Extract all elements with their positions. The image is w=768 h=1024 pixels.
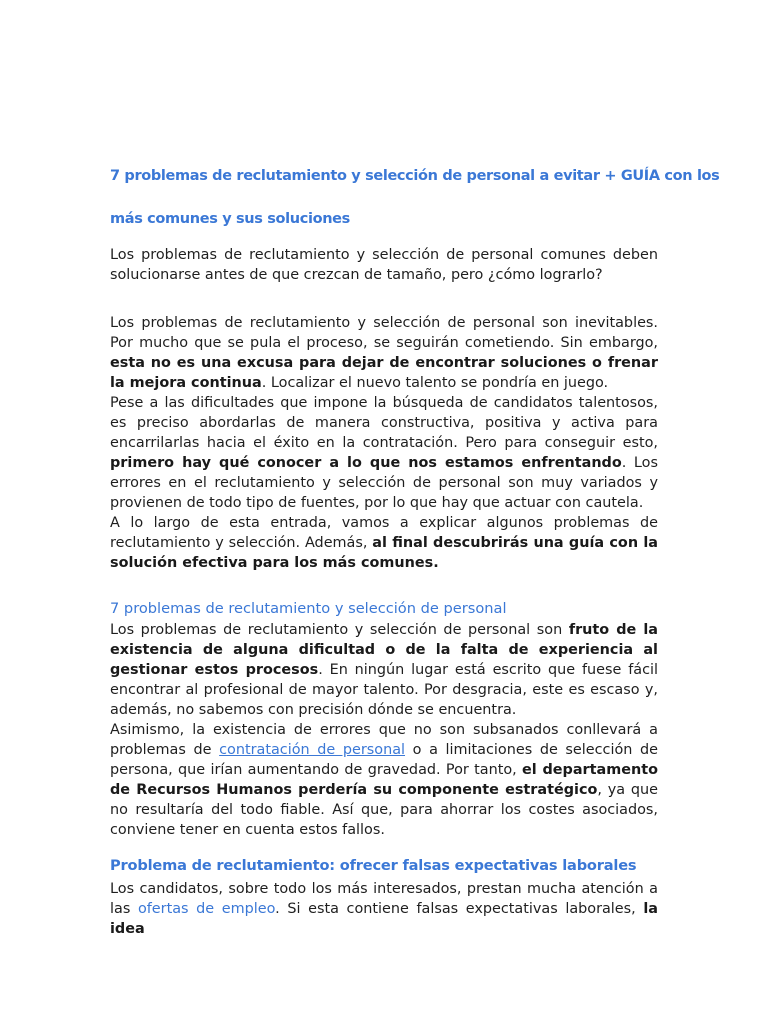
section-paragraph (110, 620, 658, 840)
problem-heading: Problema de reclutamiento: ofrecer falsas expectativas laborales (110, 857, 637, 874)
main-bold-3: al final descubrirás una guía con la solución efectiva para los más comunes. (110, 535, 658, 571)
main-paragraph (110, 313, 658, 573)
problem-bold-1: la idea (110, 901, 658, 937)
section-text-1: Los problemas de reclutamiento y selección de personal son (110, 622, 569, 638)
section-text-3: Asimismo, la existencia de errores que no son subsanados conllevará a problemas de (110, 722, 658, 758)
main-bold-2: primero hay qué conocer a lo que nos estamos enfrentando (110, 455, 622, 471)
problem-paragraph (110, 879, 658, 939)
intro-paragraph (110, 245, 658, 285)
main-text-3: Pese a las dificultades que impone la búsqueda de candidatos talentosos, es preciso abordarlas de manera constructiva, positiva y activa para encarrilarlas hacia el éxito en la contratación. Pero para conseguir esto, (110, 395, 658, 451)
main-text-1: Los problemas de reclutamiento y selección de personal son inevitables. Por mucho que se pula el proceso, se seguirán cometiendo. Sin embargo, (110, 315, 658, 351)
problem-text-1: Los candidatos, sobre todo los más interesados, prestan mucha atención a las (110, 881, 658, 917)
ofertas-de-empleo-link[interactable]: ofertas de empleo (137, 901, 276, 917)
main-text-5: A lo largo de esta entrada, vamos a explicar algunos problemas de reclutamiento y selección. Además, (110, 515, 658, 551)
main-text-4: . Los errores en el reclutamiento y selección de personal son muy variados y provienen de todo tipo de fuentes, por lo que hay que actuar con cautela. (110, 455, 658, 511)
section-text-2: . En ningún lugar está escrito que fuese fácil encontrar al profesional de mayor talento. Por desgracia, este es escaso y, además, no sabemos con precisión dónde se encuentra. (110, 662, 659, 718)
section-text-5: , ya que no resultaría del todo fiable. Así que, para ahorrar los costes asociados, conviene tener en cuenta estos fallos. (110, 782, 659, 838)
section-bold-1: fruto de la existencia de alguna dificultad o de la falta de experiencia al gestionar estos procesos (110, 622, 658, 678)
section-bold-2: el departamento de Recursos Humanos perdería su componente estratégico (110, 762, 658, 798)
main-bold-1: esta no es una excusa para dejar de encontrar soluciones o frenar la mejora continua (110, 355, 658, 391)
section-heading: 7 problemas de reclutamiento y selección de personal (110, 600, 507, 617)
problem-text-2: . Si esta contiene falsas expectativas laborales, (275, 901, 644, 917)
document-title-line-1: 7 problemas de reclutamiento y selección de personal a evitar + GUÍA con los (110, 168, 720, 184)
document-title-line-2: más comunes y sus soluciones (110, 211, 350, 227)
contratacion-de-personal-link[interactable]: contratación de personal (219, 742, 406, 758)
main-text-2: . Localizar el nuevo talento se pondría en juego. (261, 375, 609, 391)
intro-text: Los problemas de reclutamiento y selección de personal comunes deben solucionarse antes de que crezcan de tamaño, pero ¿cómo lograrlo? (110, 247, 658, 283)
section-text-4: o a limitaciones de selección de persona, que irían aumentando de gravedad. Por tanto, (110, 742, 658, 778)
